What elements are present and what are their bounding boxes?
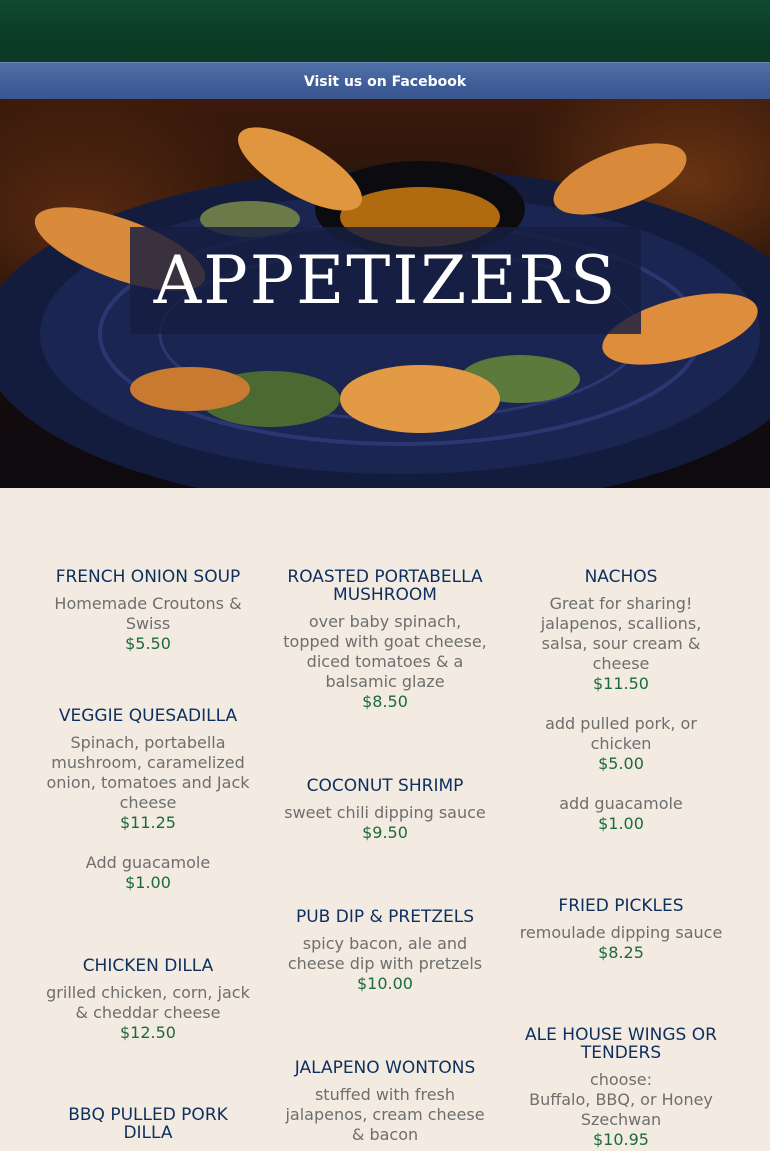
menu-section (0, 488, 770, 1151)
menu-item-price: $12.50 (120, 1023, 176, 1042)
menu-item-name: VEGGIE QUESADILLA (58, 706, 238, 726)
menu-item-name: FRENCH ONION SOUP (55, 567, 241, 587)
menu-item (516, 568, 726, 834)
menu-item-price: $10.95 (593, 1130, 649, 1149)
menu-item-addon: Add guacamole (85, 853, 211, 872)
facebook-link[interactable]: Visit us on Facebook (303, 73, 467, 90)
top-header-bar (0, 0, 770, 62)
menu-item (43, 568, 253, 654)
menu-item-description: choose: (589, 1070, 653, 1089)
menu-item-addon-price: $1.00 (598, 814, 644, 833)
menu-column-2 (280, 568, 490, 1145)
menu-item-price: $5.50 (125, 634, 171, 653)
menu-column-3 (516, 568, 726, 1150)
menu-item (43, 957, 253, 1043)
menu-item (516, 1026, 726, 1150)
menu-item (280, 568, 490, 712)
menu-item (43, 707, 253, 893)
menu-item-description: Great for sharing! jalapenos, scallions, salsa, sour cream & cheese (540, 594, 702, 673)
menu-item-description: sweet chili dipping sauce (284, 803, 486, 822)
menu-item-name: JALAPENO WONTONS (294, 1058, 476, 1078)
menu-item-name: PUB DIP & PRETZELS (295, 907, 475, 927)
menu-item (280, 777, 490, 843)
menu-item-description: Spinach, portabella mushroom, caramelized onion, tomatoes and Jack cheese (46, 733, 250, 812)
menu-item-description: spicy bacon, ale and cheese dip with pretzels (287, 934, 483, 973)
menu-item (280, 908, 490, 994)
menu-item-description: Homemade Croutons & Swiss (54, 594, 242, 633)
hero-title-box (130, 227, 641, 334)
hero-banner (0, 99, 770, 488)
menu-item-description: Buffalo, BBQ, or Honey Szechwan (529, 1090, 713, 1129)
menu-item-name: FRIED PICKLES (558, 896, 684, 916)
menu-item-name: ROASTED PORTABELLA MUSHROOM (287, 567, 483, 605)
menu-item (516, 897, 726, 963)
menu-item-name: NACHOS (584, 567, 658, 587)
menu-item-price: $8.50 (362, 692, 408, 711)
menu-item-addon-price: $5.00 (598, 754, 644, 773)
menu-item-name: CHICKEN DILLA (82, 956, 214, 976)
menu-item-price: $11.50 (593, 674, 649, 693)
menu-item-name: COCONUT SHRIMP (306, 776, 464, 796)
menu-item-addon: add guacamole (559, 794, 683, 813)
menu-item-description: grilled chicken, corn, jack & cheddar cheese (46, 983, 250, 1022)
menu-item-description: stuffed with fresh jalapenos, cream cheese & bacon (285, 1085, 485, 1144)
menu-item-price: $10.00 (357, 974, 413, 993)
menu-item-description: remoulade dipping sauce (519, 923, 723, 942)
facebook-bar (0, 62, 770, 100)
menu-item-price: $8.25 (598, 943, 644, 962)
menu-item (43, 1106, 253, 1142)
menu-item-name: BBQ PULLED PORK DILLA (68, 1105, 228, 1143)
menu-item-name: ALE HOUSE WINGS OR TENDERS (525, 1025, 717, 1063)
menu-item-price: $9.50 (362, 823, 408, 842)
menu-item-addon-price: $1.00 (125, 873, 171, 892)
menu-item-price: $11.25 (120, 813, 176, 832)
menu-column-1 (43, 568, 253, 1150)
menu-item-addon: add pulled pork, or chicken (545, 714, 697, 753)
menu-item-description: over baby spinach, topped with goat cheese, diced tomatoes & a balsamic glaze (283, 612, 487, 691)
page-title: APPETIZERS (153, 241, 618, 319)
menu-item (280, 1059, 490, 1145)
